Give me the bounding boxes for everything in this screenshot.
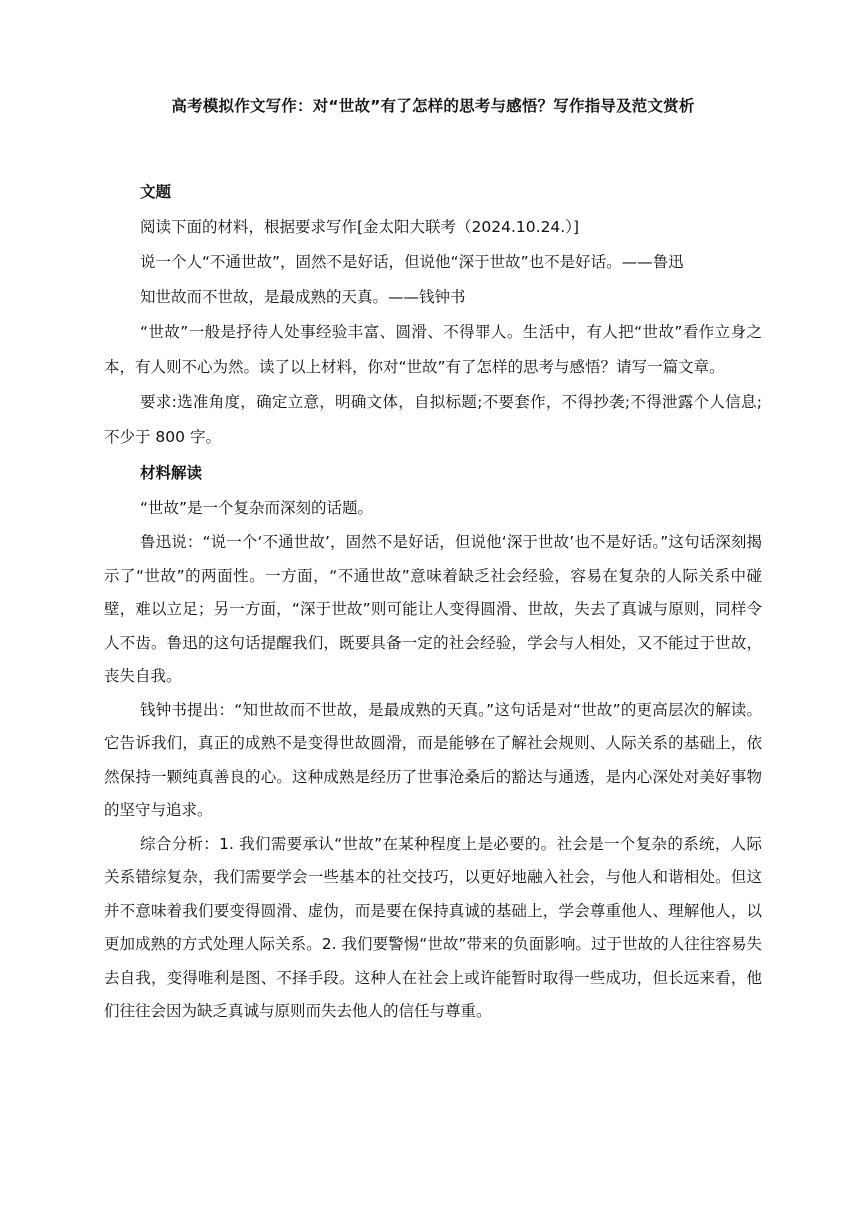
- analysis-section: [104, 455, 762, 1029]
- analysis-paragraph-intro: “世故”是一个复杂而深刻的话题。: [140, 499, 374, 517]
- analysis-heading: 材料解读: [140, 464, 203, 482]
- topic-prompt: “世故”一般是抒待人处事经验丰富、圆滑、不得罪人。生活中，有人把“世故”看作立身之本，有人则不心为然。读了以上材料，你对“世故”有了怎样的思考与感悟？请写一篇文章。: [104, 323, 762, 376]
- analysis-paragraph-luxun: 鲁迅说：“说一个‘不通世故’，固然不是好话，但说他‘深于世故’也不是好话。”这句话深刻揭示了“世故”的两面性。一方面，“不通世故”意味着缺乏社会经验，容易在复杂的人际关系中碰壁，难以立足；另一方面，“深于世故”则可能让人变得圆滑、世故，失去了真诚与原则，同样令人不齿。鲁迅的这句话提醒我们，既要具备一定的社会经验，学会与人相处，又不能过于世故，丧失自我。: [104, 533, 762, 685]
- analysis-paragraph-qianzhongshu: 钱钟书提出：“知世故而不世故，是最成熟的天真。”这句话是对“世故”的更高层次的解读。它告诉我们，真正的成熟不是变得世故圆滑，而是能够在了解社会规则、人际关系的基础上，依然保持一颗纯真善良的心。这种成熟是经历了世事沧桑后的豁达与通透，是内心深处对美好事物的坚守与追求。: [104, 700, 762, 819]
- topic-section: [104, 174, 762, 455]
- topic-instruction: 阅读下面的材料，根据要求写作[金太阳大联考（2024.10.24.）]: [140, 218, 580, 236]
- topic-requirements: 要求:选准角度，确定立意，明确文体，自拟标题;不要套作，不得抄袭;不得泄露个人信息;不少于 800 字。: [104, 393, 762, 446]
- topic-quote-qianzhongshu: 知世故而不世故，是最成熟的天真。——钱钟书: [140, 288, 466, 306]
- document-title: 高考模拟作文写作：对“世故”有了怎样的思考与感悟？写作指导及范文赏析: [171, 97, 695, 115]
- topic-quote-luxun: 说一个人“不通世故”，固然不是好话，但说他“深于世故”也不是好话。——鲁迅: [140, 253, 684, 271]
- topic-heading: 文题: [140, 183, 172, 201]
- analysis-paragraph-summary: 综合分析：1. 我们需要承认“世故”在某种程度上是必要的。社会是一个复杂的系统，人际关系错综复杂，我们需要学会一些基本的社交技巧，以更好地融入社会，与他人和谐相处。但这并不意味着我们要变得圆滑、虚伪，而是要在保持真诚的基础上，学会尊重他人、理解他人，以更加成熟的方式处理人际关系。2. 我们要警惕“世故”带来的负面影响。过于世故的人往往容易失去自我，变得唯利是图、不择手段。这种人在社会上或许能暂时取得一些成功，但长远来看，他们往往会因为缺乏真诚与原则而失去他人的信任与尊重。: [104, 834, 762, 1020]
